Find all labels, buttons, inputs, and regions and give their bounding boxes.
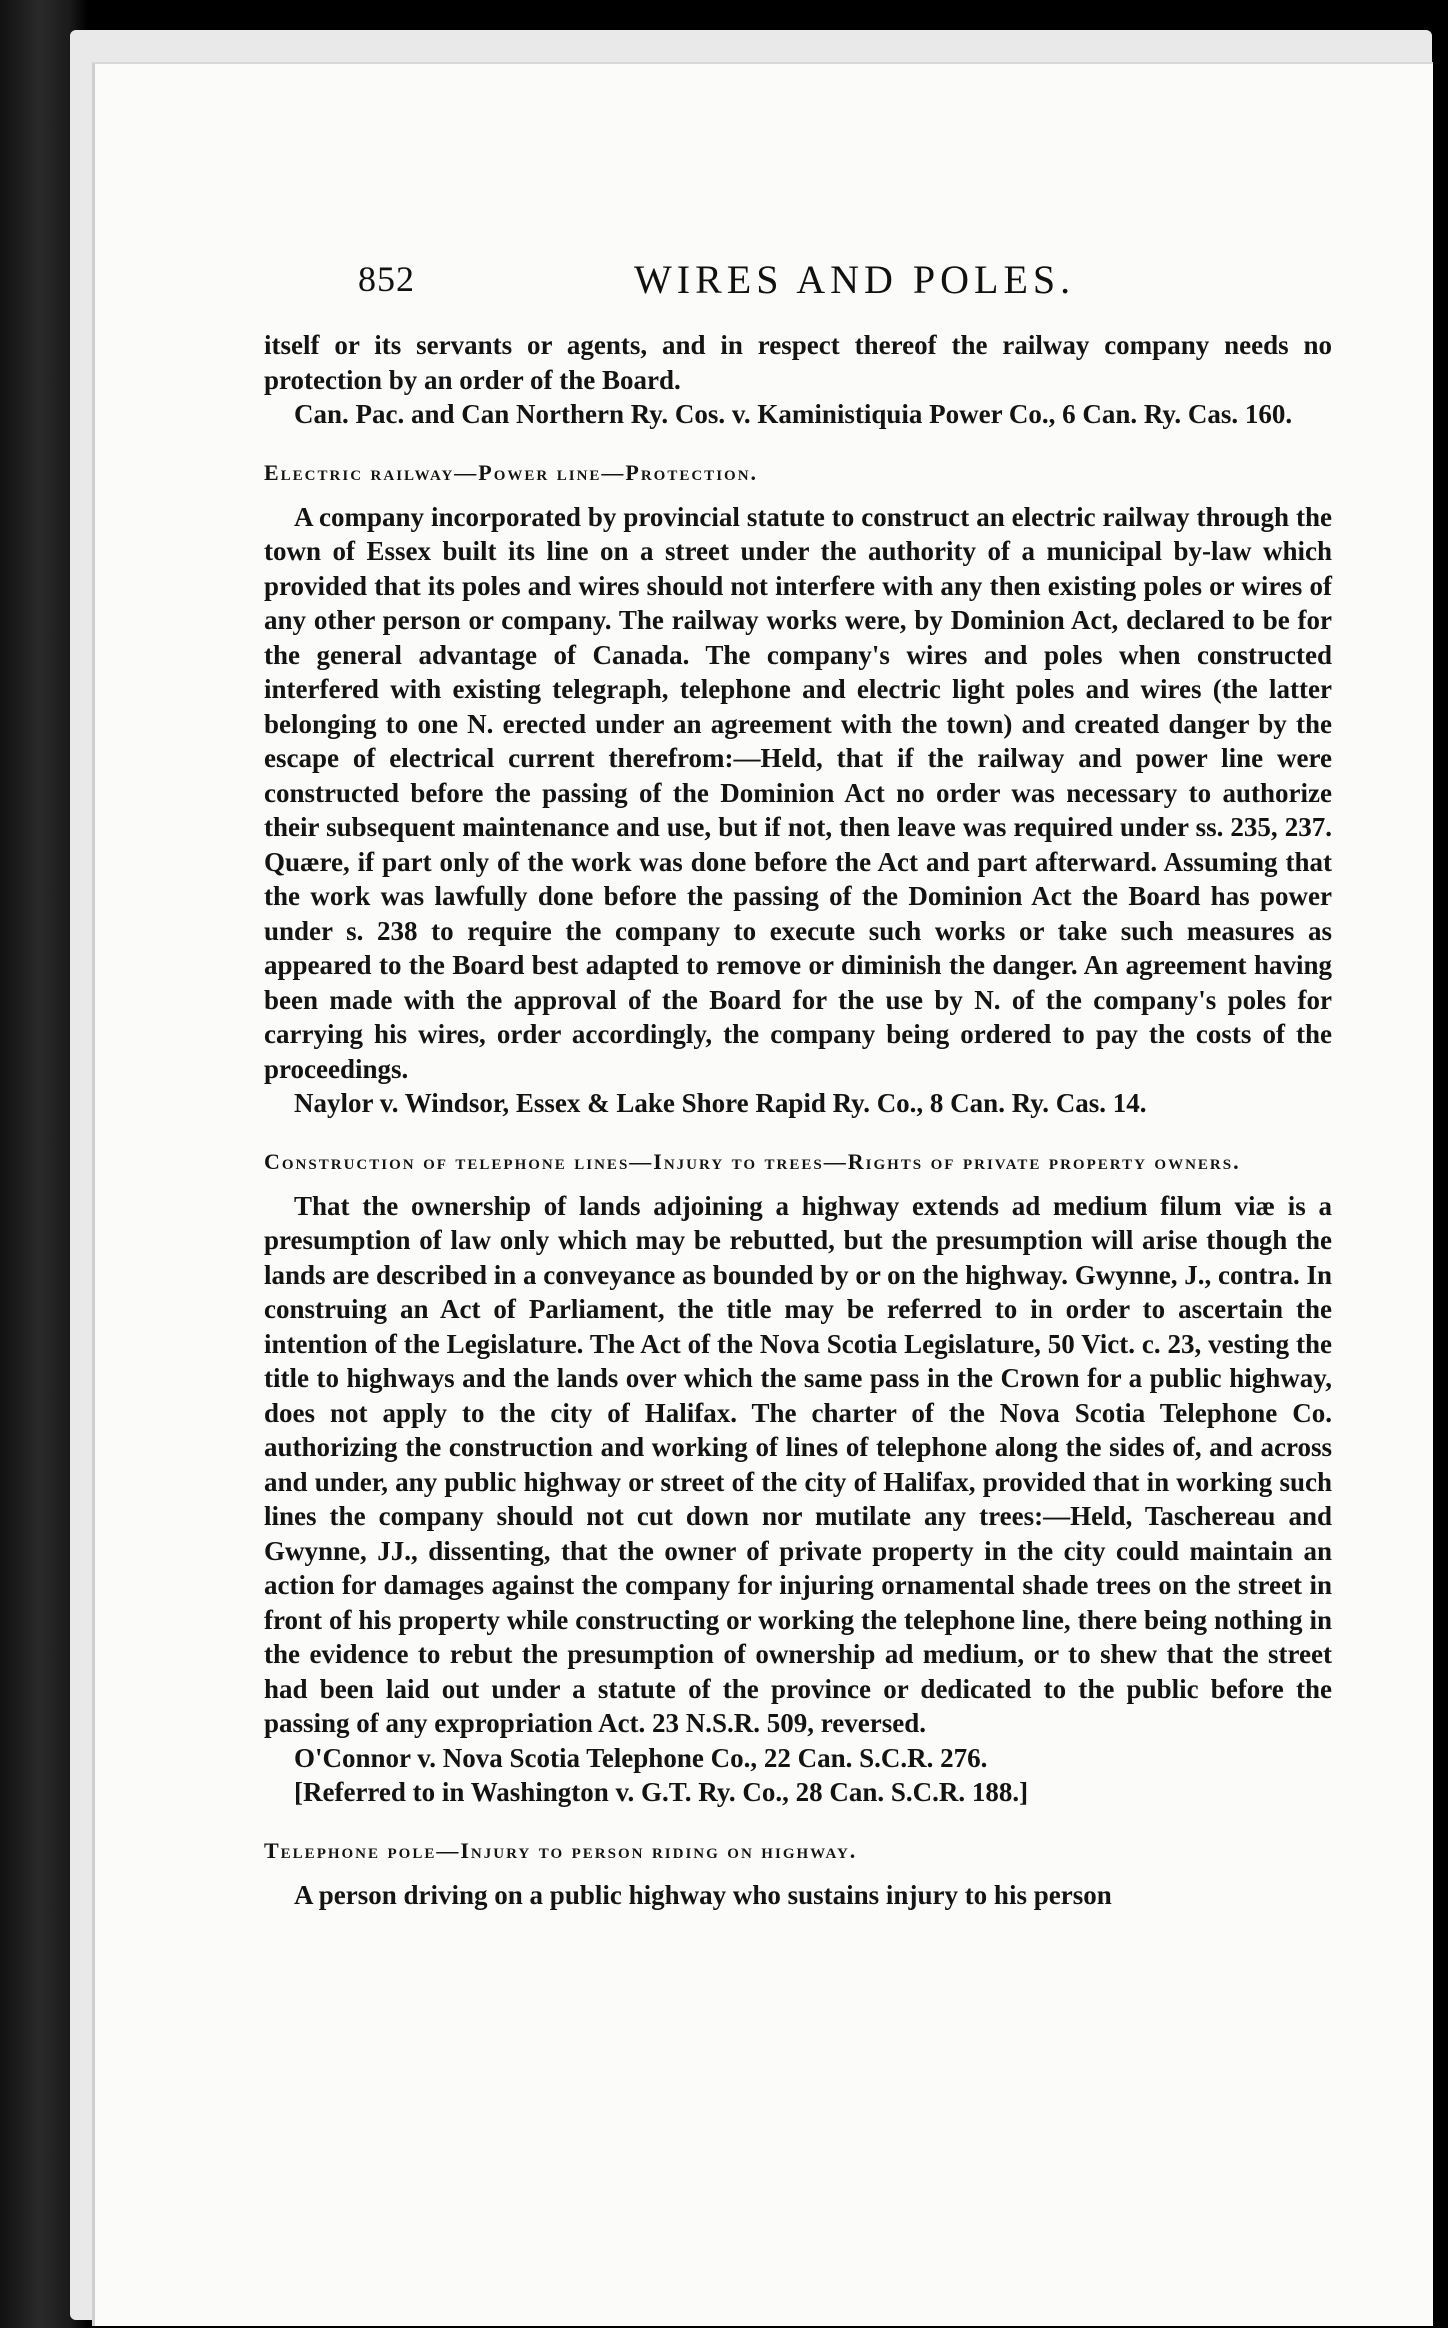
case-citation: Naylor v. Windsor, Essex & Lake Shore Rapid Ry. Co., 8 Can. Ry. Cas. 14. bbox=[294, 1088, 1147, 1118]
body-paragraph: A company incorporated by provincial statute to construct an electric railway through the town of Essex built its line on a street under the authority of a municipal by-law which provided that its poles and wires should not interfere with any then existing poles or wires of any other person or company. The railway works were, by Dominion Act, declared to be for the general advantage of Canada. The company's wires and poles when constructed interfered with existing telegraph, telephone and electric light poles and wires (the latter belonging to one N. erected under an agreement with the town) and created danger by the escape of electrical current therefrom:—Held, that if the railway and power line were constructed before the passing of the Dominion Act no order was necessary to authorize their subsequent maintenance and use, but if not, then leave was required under ss. 235, 237. Quære, if part only of the work was done before the Act and part afterward. Assuming that the work was lawfully done before the passing of the Dominion Act the Board has power under s. 238 to require the company to execute such works or take such measures as appeared to the Board best adapted to remove or diminish the danger. An agreement having been made with the approval of the Board for the use by N. of the company's poles for carrying his wires, order accordingly, the company being ordered to pay the costs of the proceedings. bbox=[264, 501, 1332, 1084]
page-content bbox=[264, 250, 1332, 1912]
page-number: 852 bbox=[358, 259, 415, 299]
case-reference: [Referred to in Washington v. G.T. Ry. Co., 28 Can. S.C.R. 188.] bbox=[294, 1777, 1029, 1807]
page-title: WIRES AND POLES. bbox=[634, 257, 1076, 302]
body-paragraph: That the ownership of lands adjoining a highway extends ad medium filum viæ is a presumption of law only which may be rebutted, but the presumption will arise though the lands are described in a conveyance as bounded by or on the highway. Gwynne, J., contra. In construing an Act of Parliament, the title may be referred to in order to ascertain the intention of the Legislature. The Act of the Nova Scotia Legislature, 50 Vict. c. 23, vesting the title to highways and the lands over which the same pass in the Crown for a public highway, does not apply to the city of Halifax. The charter of the Nova Scotia Telephone Co. authorizing the construction and working of lines of telephone along the sides of, and across and under, any public highway or street of the city of Halifax, provided that in working such lines the company should not cut down nor mutilate any trees:—Held, Taschereau and Gwynne, JJ., dissenting, that the owner of private property in the city could maintain an action for damages against the company for injuring ornamental shade trees on the street in front of his property while constructing or working the telephone line, there being nothing in the evidence to rebut the presumption of ownership ad medium, or to shew that the street had been laid out under a statute of the province or dedicated to the public before the passing of any expropriation Act. 23 N.S.R. 509, reversed. bbox=[264, 1190, 1332, 1738]
case-citation: O'Connor v. Nova Scotia Telephone Co., 22 Can. S.C.R. 276. bbox=[294, 1742, 988, 1773]
section-heading: Electric railway—Power line—Protection. bbox=[264, 459, 759, 485]
continued-text: itself or its servants or agents, and in respect thereof the railway company needs no protection by an order of the Board. bbox=[264, 330, 1332, 395]
case-citation: Can. Pac. and Can Northern Ry. Cos. v. Kaministiquia Power Co., 6 Can. Ry. Cas. 160. bbox=[294, 399, 1293, 429]
section-heading: Telephone pole—Injury to person riding on highway. bbox=[264, 1837, 858, 1863]
section-heading: Construction of telephone lines—Injury to trees—Rights of private property owners. bbox=[264, 1148, 1241, 1174]
body-paragraph: A person driving on a public highway who sustains injury to his person bbox=[294, 1879, 1112, 1910]
running-head bbox=[264, 250, 1332, 310]
